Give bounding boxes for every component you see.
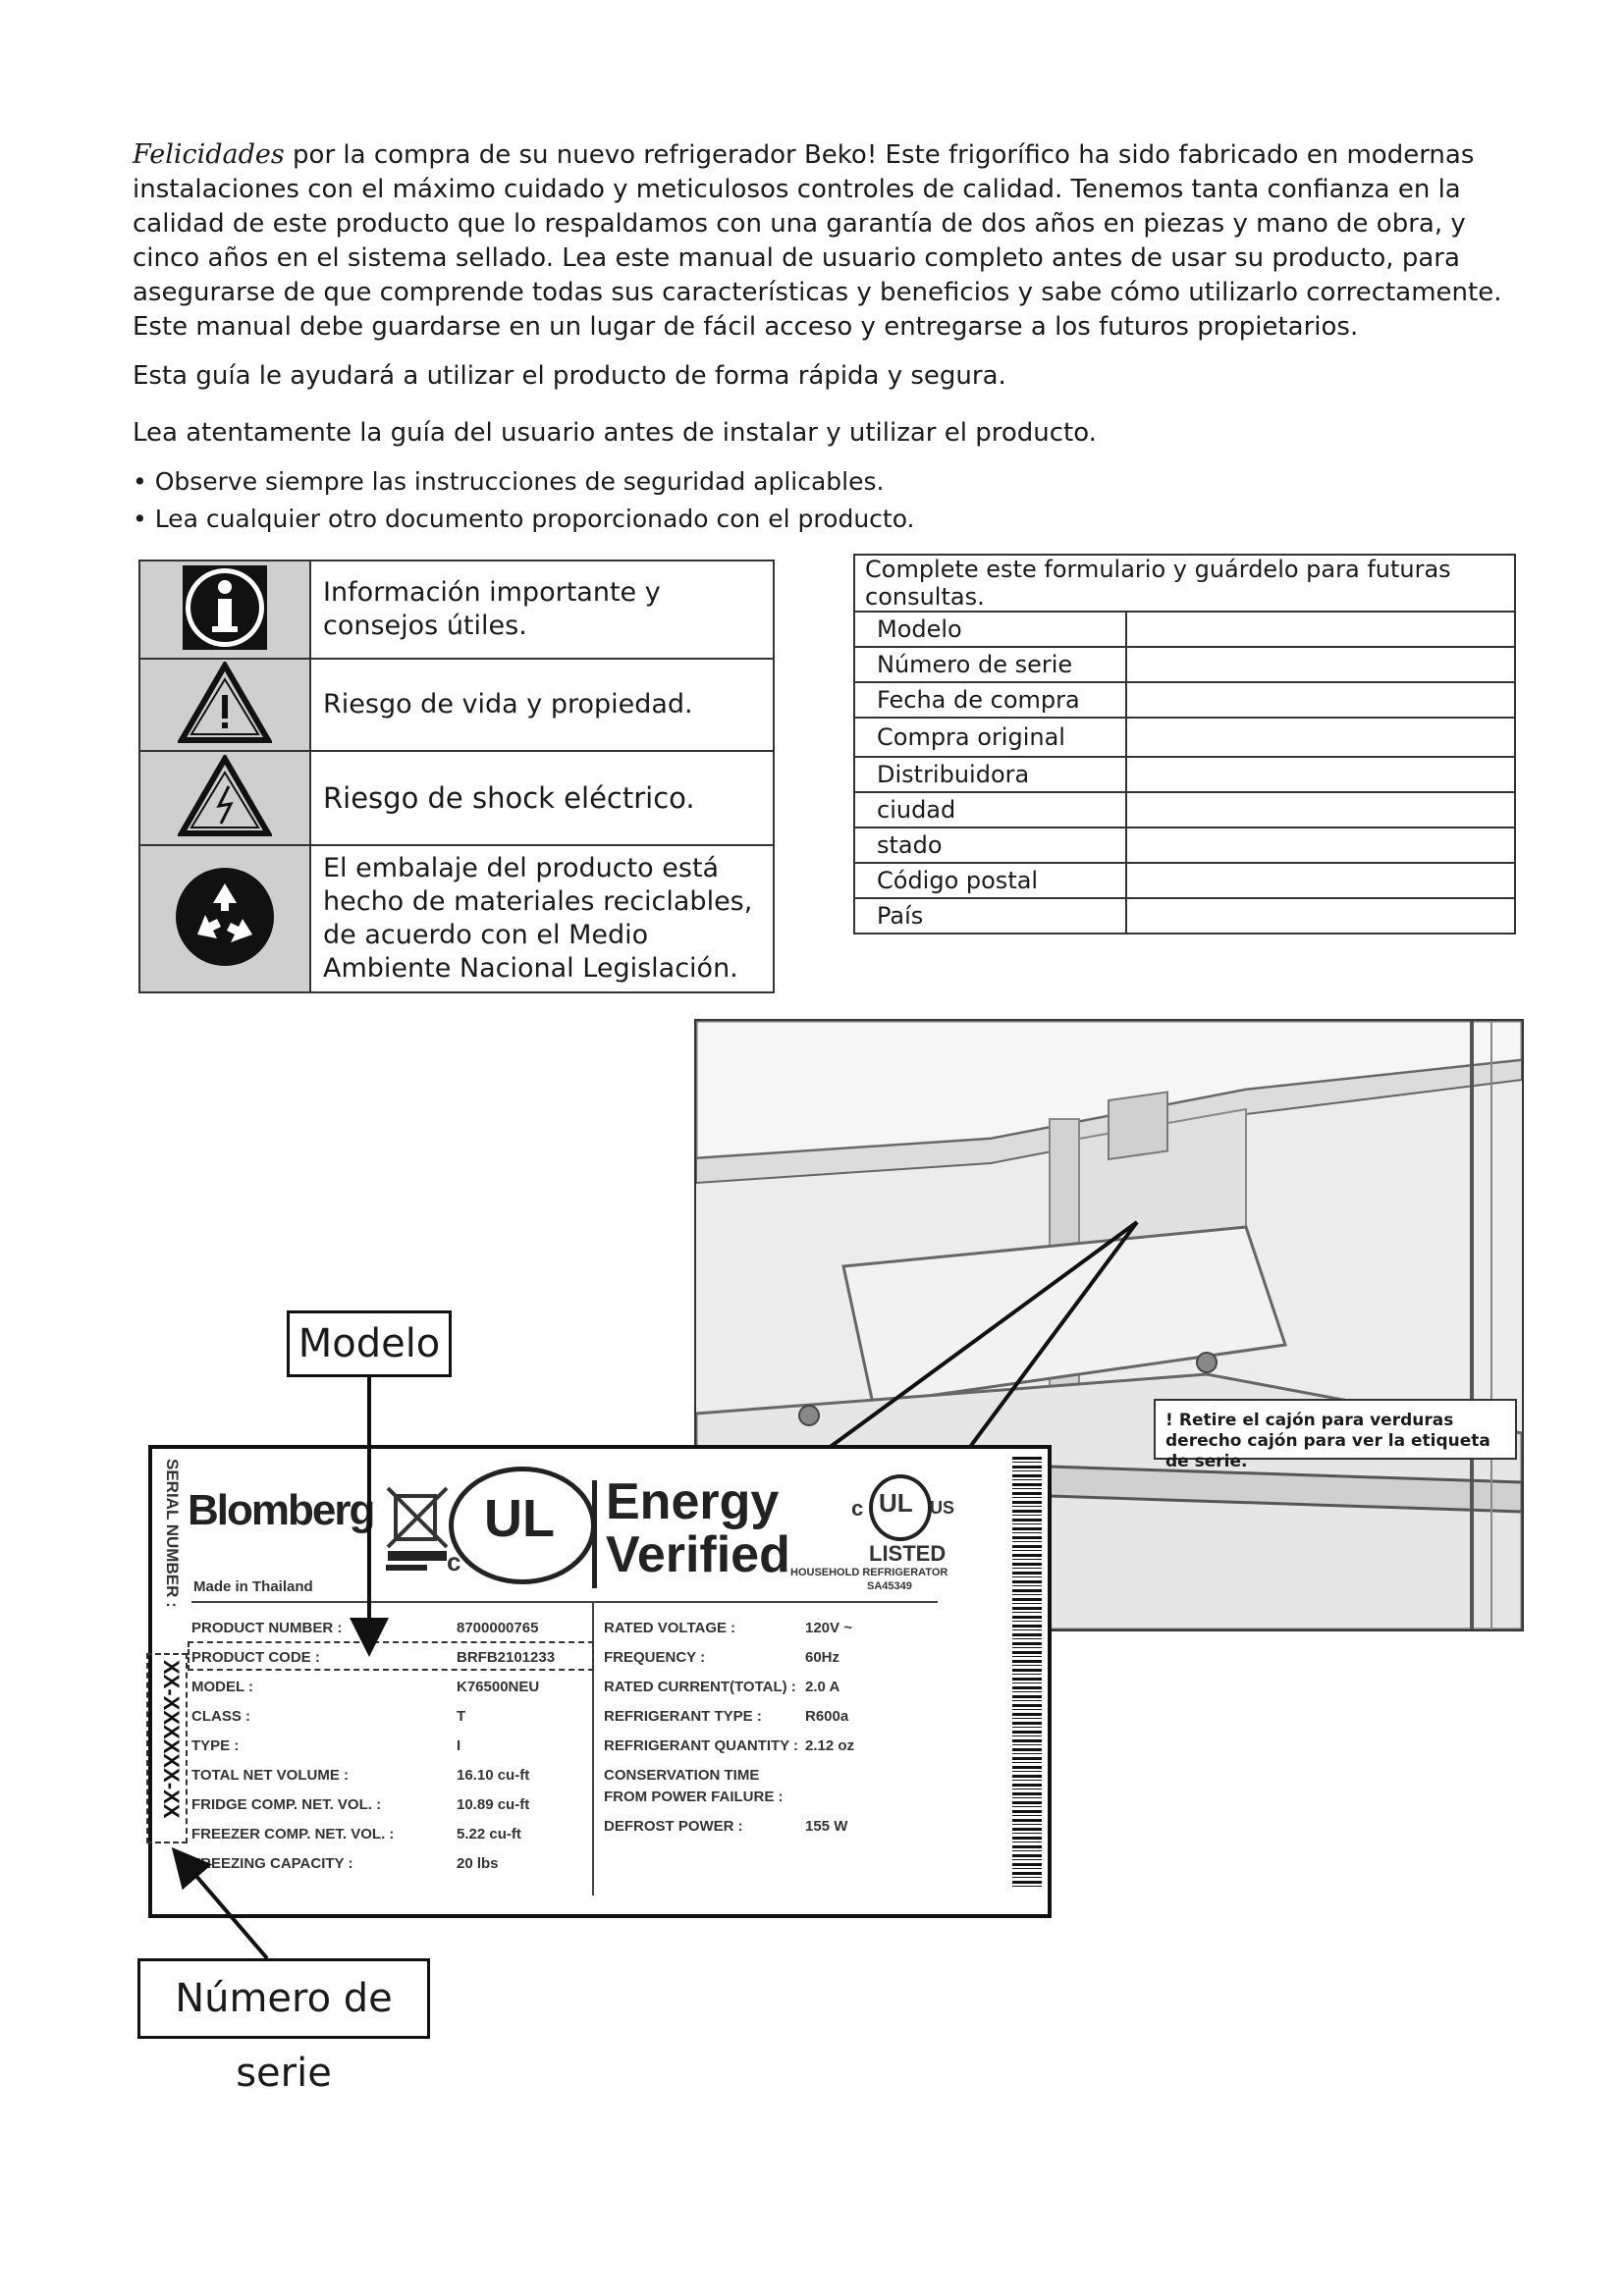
intro-lead: Felicidades — [133, 139, 285, 170]
form-label-pais: País — [854, 898, 1126, 934]
spec-value: 16.10 cu-ft — [457, 1767, 530, 1784]
spec-value: T — [457, 1708, 466, 1725]
spec-key: RATED CURRENT(TOTAL) : — [604, 1679, 796, 1695]
spec-value: I — [457, 1737, 461, 1754]
spec-key: DEFROST POWER : — [604, 1818, 743, 1835]
ul-logo-text: UL — [484, 1489, 555, 1548]
spec-key: FREQUENCY : — [604, 1649, 706, 1666]
listing-number: SA45349 — [867, 1580, 912, 1592]
spec-value: 2.12 oz — [805, 1737, 855, 1754]
verified-text: Verified — [606, 1526, 790, 1583]
symbol-text: Riesgo de shock eléctrico. — [310, 751, 774, 845]
note-mark: ! — [1165, 1411, 1173, 1430]
form-label-fecha: Fecha de compra — [854, 682, 1126, 718]
guide-text: Esta guía le ayudará a utilizar el producto de forma rápida y segura. — [133, 361, 1006, 391]
spec-value: 8700000765 — [457, 1620, 539, 1636]
spec-value: BRFB2101233 — [457, 1649, 556, 1666]
bullet-item: • Observe siempre las instrucciones de seguridad aplicables. — [133, 467, 885, 496]
serial-value: XX-XXXXXX-XX — [159, 1660, 184, 1819]
household-text: HOUSEHOLD REFRIGERATOR — [790, 1567, 948, 1578]
form-label-ciudad: ciudad — [854, 792, 1126, 828]
energy-text: Energy — [606, 1473, 780, 1530]
spec-value: K76500NEU — [457, 1679, 540, 1695]
form-label-estado: stado — [854, 828, 1126, 863]
spec-value: 155 W — [805, 1818, 848, 1835]
spec-key: MODEL : — [191, 1679, 254, 1695]
spec-value: 20 lbs — [457, 1855, 499, 1872]
spec-key: FREEZING CAPACITY : — [191, 1855, 353, 1872]
read-text: Lea atentamente la guía del usuario antes de instalar y utilizar el producto. — [133, 418, 1097, 448]
note-text: Retire el cajón para verduras derecho cajón para ver la etiqueta de serie. — [1165, 1411, 1490, 1471]
symbol-text: Riesgo de vida y propiedad. — [310, 659, 774, 751]
brand-logo: Blomberg — [188, 1486, 374, 1534]
spec-key: PRODUCT NUMBER : — [191, 1620, 343, 1636]
model-callout: Modelo — [287, 1310, 452, 1377]
form-label-postal: Código postal — [854, 863, 1126, 898]
us-mark: US — [930, 1498, 955, 1518]
spec-key: TOTAL NET VOLUME : — [191, 1767, 349, 1784]
serial-callout: Número de serie — [137, 1958, 430, 2039]
form-label-modelo: Modelo — [854, 612, 1126, 647]
form-header: Complete este formulario y guárdelo para futuras consultas. — [854, 555, 1515, 612]
spec-key: FREEZER COMP. NET. VOL. : — [191, 1826, 395, 1842]
bullet-item: • Lea cualquier otro documento proporcionado con el producto. — [133, 505, 915, 533]
spec-value: 10.89 cu-ft — [457, 1796, 530, 1813]
form-label-compra: Compra original — [854, 718, 1126, 757]
symbol-text: El embalaje del producto está hecho de materiales reciclables, de acuerdo con el Medio Ambiente Nacional Legislación. — [310, 845, 774, 992]
spec-key: REFRIGERANT QUANTITY : — [604, 1737, 799, 1754]
form-label-distribuidora: Distribuidora — [854, 757, 1126, 792]
spec-value: 120V ~ — [805, 1620, 852, 1636]
spec-key: RATED VOLTAGE : — [604, 1620, 736, 1636]
serial-side-text: SERIAL NUMBER : — [163, 1459, 182, 1608]
intro-text: por la compra de su nuevo refrigerador Beko! Este frigorífico ha sido fabricado en modernas instalaciones con el máximo cuidado y meticulosos controles de calidad. Tenemos tanta confianza en la calidad de este producto que lo respaldamos con una garantía de dos años en piezas y mano de obra, y cinco años en el sistema sellado. Lea este manual de usuario completo antes de usar su producto, para asegurarse de que comprende todas sus características y beneficios y sabe cómo utilizarlo correctamente. Este manual debe guardarse en un lugar de fácil acceso y entregarse a los futuros propietarios. — [133, 140, 1502, 342]
c-listing-mark: c — [851, 1496, 864, 1521]
spec-value: 5.22 cu-ft — [457, 1826, 521, 1842]
ul-listing-text: UL — [879, 1488, 913, 1518]
spec-key: FRIDGE COMP. NET. VOL. : — [191, 1796, 382, 1813]
made-in-text: Made in Thailand — [193, 1578, 313, 1595]
listed-text: LISTED — [869, 1541, 947, 1566]
spec-key: REFRIGERANT TYPE : — [604, 1708, 762, 1725]
spec-value: 60Hz — [805, 1649, 840, 1666]
spec-value: 2.0 A — [805, 1679, 840, 1695]
spec-key: CLASS : — [191, 1708, 250, 1725]
c-mark-text: c — [447, 1547, 461, 1576]
spec-value: R600a — [805, 1708, 849, 1725]
form-label-serie: Número de serie — [854, 647, 1126, 682]
spec-key: TYPE : — [191, 1737, 240, 1754]
spec-key: PRODUCT CODE : — [191, 1649, 320, 1666]
spec-key: CONSERVATION TIME FROM POWER FAILURE : — [604, 1767, 784, 1805]
symbol-text: Información importante y consejos útiles. — [310, 561, 774, 659]
